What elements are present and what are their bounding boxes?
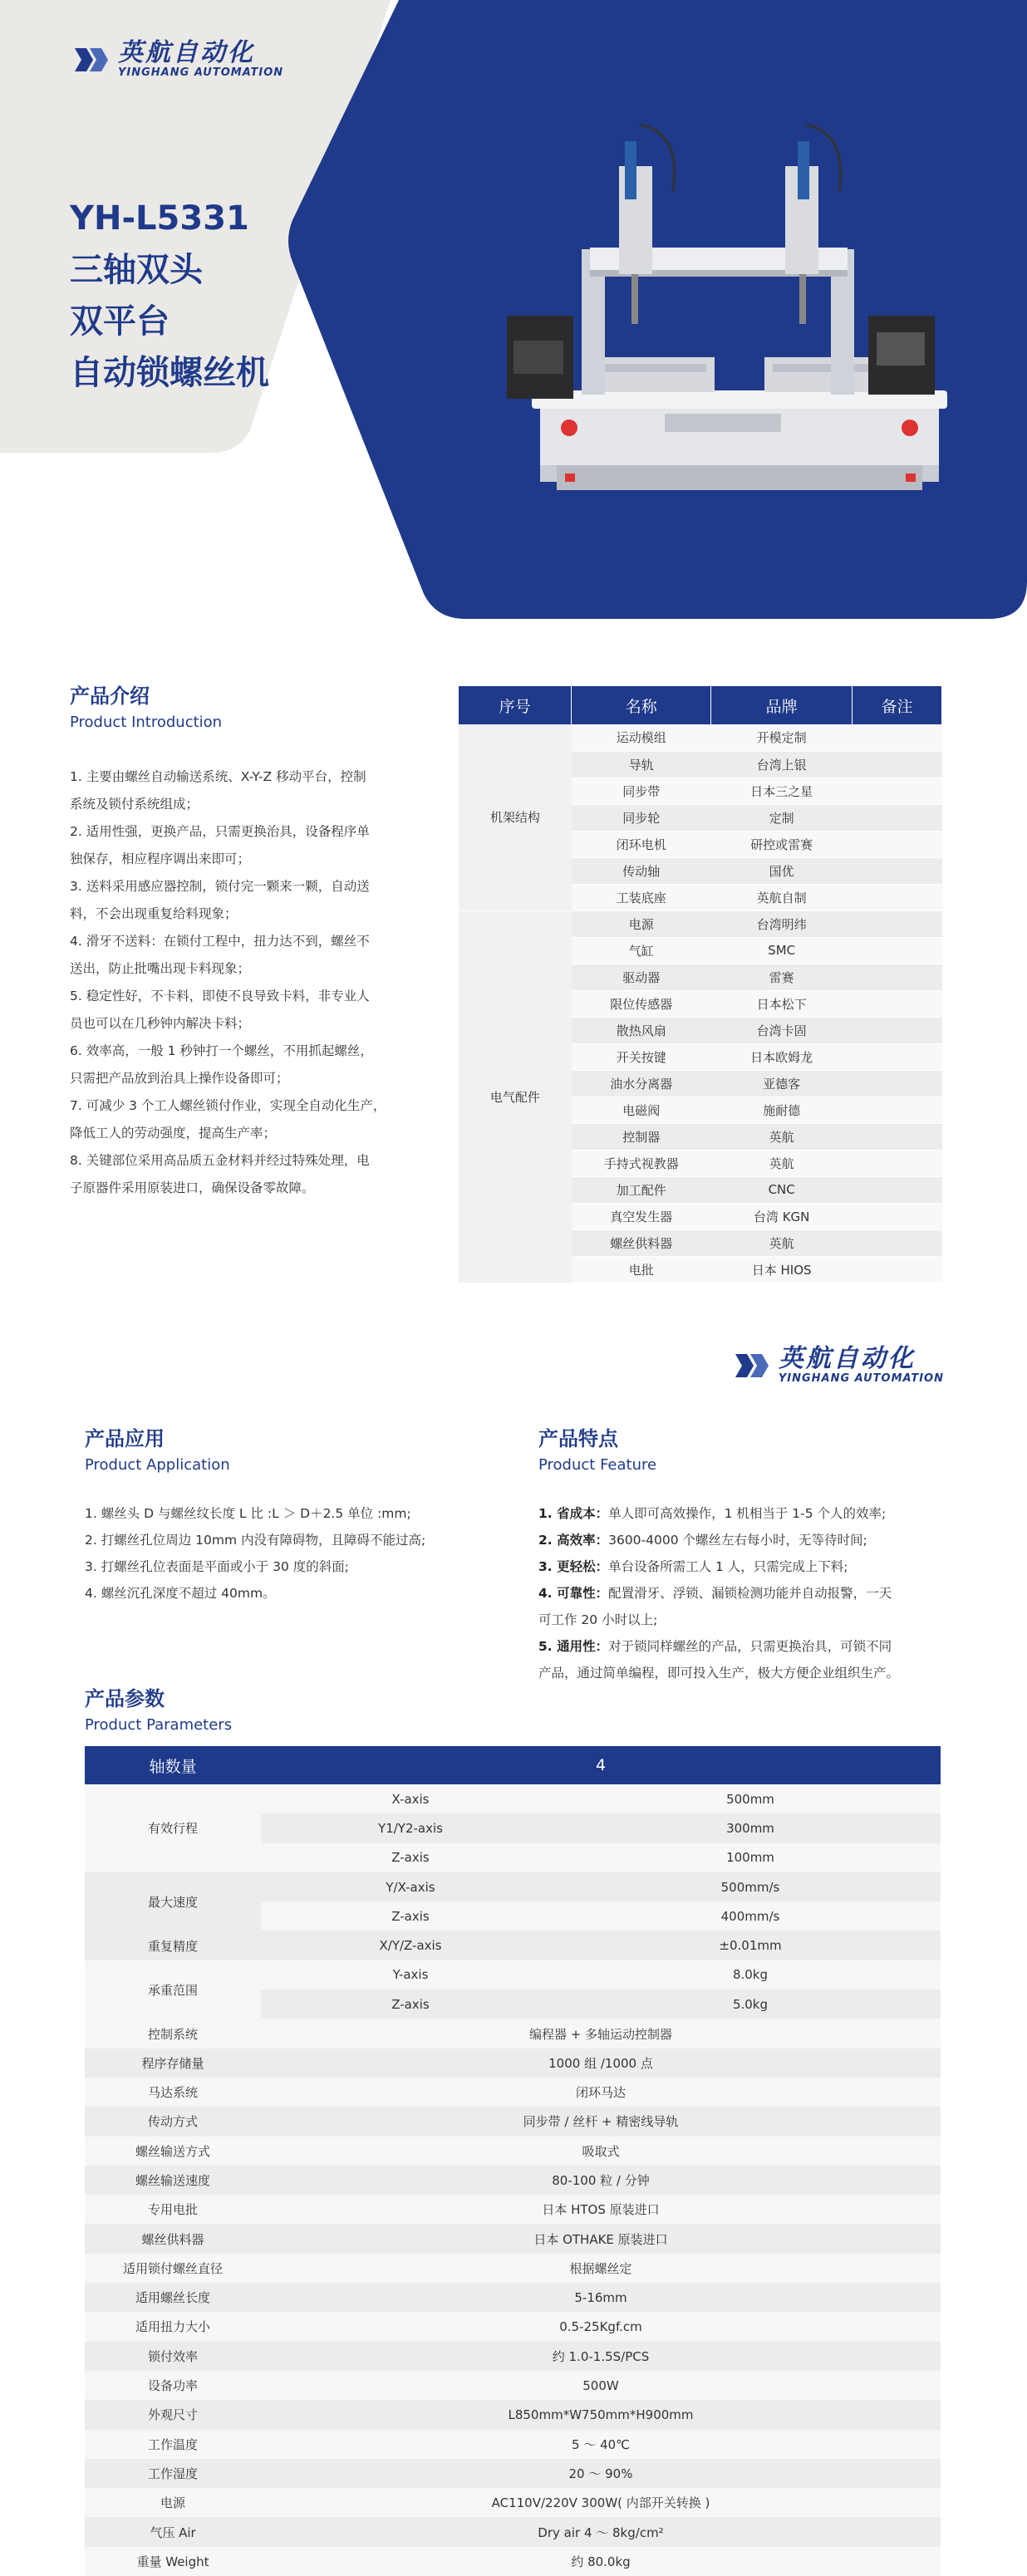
config-item-name: 导轨 — [572, 751, 711, 778]
config-item-brand: 定制 — [711, 804, 853, 831]
params-value: 日本 OTHAKE 原装进口 — [261, 2224, 941, 2253]
config-item-brand: 台湾卡固 — [711, 1017, 853, 1043]
application-title-cn: 产品应用 — [85, 1427, 165, 1450]
config-item-name: 限位传感器 — [572, 990, 711, 1017]
config-item-note — [853, 1070, 942, 1097]
brand-name-cn: 英航自动化 — [778, 1344, 916, 1373]
config-item-brand: 台湾 KGN — [711, 1203, 853, 1229]
config-item-name: 驱动器 — [572, 964, 711, 990]
config-item-name: 散热风扇 — [572, 1017, 711, 1043]
params-value: 5.0kg — [560, 1990, 941, 2019]
intro-title-cn: 产品介绍 — [70, 684, 150, 708]
config-item-name: 工装底座 — [572, 884, 711, 910]
config-item-name: 电批 — [572, 1256, 711, 1283]
params-value: AC110V/220V 300W( 内部开关转换 ) — [261, 2488, 941, 2517]
params-row — [85, 2254, 941, 2283]
params-value: 吸取式 — [261, 2137, 941, 2166]
config-item-note — [853, 1256, 942, 1283]
params-label: 适用扭力大小 — [85, 2312, 261, 2341]
params-value: L850mm*W750mm*H900mm — [261, 2400, 941, 2429]
params-row — [85, 2488, 941, 2517]
config-item-note — [853, 857, 942, 884]
params-label: 工作湿度 — [85, 2459, 261, 2488]
params-row — [85, 1784, 941, 1813]
params-header-value: 4 — [261, 1746, 941, 1784]
intro-line: 独保存，相应程序调出来即可； — [70, 851, 251, 866]
intro-line: 4. 滑牙不送料：在锁付工程中，扭力达不到，螺丝不 — [70, 934, 370, 949]
config-item-name: 运动模组 — [572, 724, 711, 751]
params-row — [85, 2517, 941, 2546]
params-value: Dry air 4 ～ 8kg/cm² — [261, 2517, 941, 2546]
machine-image — [490, 100, 956, 515]
params-row — [85, 2547, 941, 2576]
config-item-note — [853, 937, 942, 964]
config-item-name: 气缸 — [572, 937, 711, 964]
config-item-note — [853, 1150, 942, 1176]
params-label: 工作温度 — [85, 2430, 261, 2459]
params-row — [85, 2078, 941, 2107]
config-item-name: 同步轮 — [572, 804, 711, 831]
config-item-note — [853, 884, 942, 910]
config-header: 品牌 — [711, 686, 853, 724]
feature-item: 4. 可靠性：配置滑牙、浮锁、漏锁检测功能并自动报警，一天 — [538, 1586, 892, 1601]
params-row — [85, 2430, 941, 2459]
config-item-note — [853, 1097, 942, 1123]
application-item: 4. 螺丝沉孔深度不超过 40mm。 — [85, 1586, 276, 1601]
params-label: 传动方式 — [85, 2107, 261, 2136]
intro-line: 1. 主要由螺丝自动输送系统、X-Y-Z 移动平台，控制 — [70, 769, 366, 784]
params-label: 重量 Weight — [85, 2547, 261, 2576]
params-row — [85, 2371, 941, 2400]
feature-section — [538, 1422, 954, 1686]
params-value: 编程器 + 多轴运动控制器 — [261, 2019, 941, 2048]
params-value: 闭环马达 — [261, 2078, 941, 2107]
hero-title-line: 自动锁螺丝机 — [70, 354, 269, 392]
config-item-brand: 国优 — [711, 857, 853, 884]
intro-line: 员也可以在几秒钟内解决卡料； — [70, 1016, 251, 1031]
config-item-brand: 英航自制 — [711, 884, 853, 910]
config-item-brand: 日本三之星 — [711, 778, 853, 804]
application-item: 3. 打螺丝孔位表面是平面或小于 30 度的斜面; — [85, 1559, 350, 1574]
config-item-brand: 日本欧姆龙 — [711, 1043, 853, 1070]
feature-item: 2. 高效率：3600-4000 个螺丝左右每小时，无等待时间; — [538, 1533, 867, 1548]
intro-line: 只需把产品放到治具上操作设备即可； — [70, 1071, 289, 1086]
config-item-name: 螺丝供料器 — [572, 1229, 711, 1256]
params-label: 螺丝供料器 — [85, 2224, 261, 2253]
intro-line: 送出，防止批嘴出现卡料现象； — [70, 961, 251, 976]
hero-title-line: 双平台 — [70, 302, 170, 341]
intro-list — [70, 764, 419, 1201]
params-row — [85, 2195, 941, 2224]
brand-logo — [71, 40, 283, 79]
params-value: 400mm/s — [560, 1901, 941, 1931]
params-row — [85, 1931, 941, 1960]
params-axis: Z-axis — [261, 1843, 560, 1872]
params-axis: Y/X-axis — [261, 1872, 560, 1901]
config-table — [459, 686, 942, 1283]
logo-icon — [71, 43, 110, 76]
config-item-note — [853, 751, 942, 778]
intro-line: 子原器件采用原装进口，确保设备零故障。 — [70, 1180, 315, 1195]
config-item-note — [853, 1203, 942, 1229]
params-label: 适用锁付螺丝直径 — [85, 2254, 261, 2283]
hero-banner — [0, 0, 1027, 640]
params-label: 气压 Air — [85, 2517, 261, 2546]
params-value: 500mm/s — [560, 1872, 941, 1901]
params-label: 承重范围 — [85, 1960, 261, 2019]
params-axis: Z-axis — [261, 1990, 560, 2019]
config-item-brand: 亚德客 — [711, 1070, 853, 1097]
intro-line: 2. 适用性强，更换产品，只需更换治具，设备程序单 — [70, 824, 370, 839]
intro-line: 料，不会出现重复给料现象； — [70, 906, 238, 921]
config-item-note — [853, 1229, 942, 1256]
params-label: 设备功率 — [85, 2371, 261, 2400]
config-item-brand: 英航 — [711, 1150, 853, 1176]
config-item-name: 电源 — [572, 910, 711, 937]
config-item-brand: 台湾明纬 — [711, 910, 853, 937]
feature-item: 3. 更轻松：单台设备所需工人 1 人，只需完成上下料; — [538, 1559, 848, 1574]
config-item-brand: 英航 — [711, 1229, 853, 1256]
params-body — [85, 1784, 941, 2576]
params-value: 20 ～ 90% — [261, 2459, 941, 2488]
params-row — [85, 1960, 941, 1990]
params-value: 500mm — [560, 1784, 941, 1813]
params-axis: X/Y/Z-axis — [261, 1931, 560, 1960]
config-item-note — [853, 1176, 942, 1203]
config-group-label: 电气配件 — [459, 910, 572, 1283]
params-row — [85, 2459, 941, 2488]
config-item-name: 电磁阀 — [572, 1097, 711, 1123]
config-item-note — [853, 778, 942, 804]
params-label: 外观尺寸 — [85, 2400, 261, 2429]
feature-item: 1. 省成本：单人即可高效操作，1 机相当于 1-5 个人的效率; — [538, 1506, 887, 1521]
config-header: 名称 — [572, 686, 711, 724]
hero-title-line: 三轴双头 — [70, 251, 203, 289]
params-label: 最大速度 — [85, 1872, 261, 1931]
config-item-brand: 雷赛 — [711, 964, 853, 990]
params-value: 0.5-25Kgf.cm — [261, 2312, 941, 2341]
params-row — [85, 2107, 941, 2136]
params-row — [85, 2049, 941, 2078]
params-row — [85, 2312, 941, 2341]
config-item-name: 手持式视教器 — [572, 1150, 711, 1176]
params-label: 螺丝输送方式 — [85, 2137, 261, 2166]
params-row — [85, 2283, 941, 2312]
config-row — [459, 910, 942, 937]
params-label: 锁付效率 — [85, 2342, 261, 2371]
params-label: 专用电批 — [85, 2195, 261, 2224]
config-item-note — [853, 724, 942, 751]
params-row — [85, 2224, 941, 2253]
params-axis: Z-axis — [261, 1901, 560, 1931]
params-value: 同步带 / 丝杆 + 精密线导轨 — [261, 2107, 941, 2136]
intro-line: 6. 效率高，一般 1 秒钟打一个螺丝，不用抓起螺丝， — [70, 1043, 373, 1058]
feature-list — [538, 1500, 954, 1686]
config-item-note — [853, 831, 942, 857]
params-label: 适用螺丝长度 — [85, 2283, 261, 2312]
config-item-name: 传动轴 — [572, 857, 711, 884]
params-label: 程序存储量 — [85, 2049, 261, 2078]
config-item-brand: 英航 — [711, 1123, 853, 1150]
params-value: 1000 组 /1000 点 — [261, 2049, 941, 2078]
intro-line: 系统及锁付系统组成； — [70, 797, 199, 812]
brand-name-en: YINGHANG AUTOMATION — [778, 1372, 944, 1385]
params-axis: Y1/Y2-axis — [261, 1813, 560, 1842]
config-item-name: 开关按键 — [572, 1043, 711, 1070]
config-item-name: 加工配件 — [572, 1176, 711, 1203]
params-row — [85, 1872, 941, 1901]
brand-name-en: YINGHANG AUTOMATION — [118, 66, 284, 79]
config-item-brand: CNC — [711, 1176, 853, 1203]
config-header: 序号 — [459, 686, 572, 724]
params-label: 重复精度 — [85, 1931, 261, 1960]
config-group-label: 机架结构 — [459, 724, 572, 910]
config-item-brand: 开模定制 — [711, 724, 853, 751]
config-item-note — [853, 990, 942, 1017]
config-row — [459, 724, 942, 751]
params-label: 马达系统 — [85, 2078, 261, 2107]
config-item-name: 同步带 — [572, 778, 711, 804]
params-value: 8.0kg — [560, 1960, 941, 1990]
params-label: 有效行程 — [85, 1784, 261, 1872]
config-item-brand: 台湾上银 — [711, 751, 853, 778]
intro-section — [70, 680, 419, 1203]
intro-line: 7. 可减少 3 个工人螺丝锁付作业，实现全自动化生产， — [70, 1098, 386, 1113]
params-row — [85, 2166, 941, 2195]
intro-line: 5. 稳定性好，不卡料，即使不良导致卡料，非专业人 — [70, 989, 370, 1003]
intro-line: 8. 关键部位采用高品质五金材料并经过特殊处理，电 — [70, 1153, 370, 1168]
brand-name-cn: 英航自动化 — [118, 38, 255, 67]
config-item-note — [853, 1017, 942, 1043]
intro-line: 降低工人的劳动强度，提高生产率； — [70, 1126, 277, 1141]
logo-icon — [732, 1349, 770, 1382]
params-value: 100mm — [560, 1843, 941, 1872]
config-header: 备注 — [853, 686, 942, 724]
config-item-note — [853, 1043, 942, 1070]
brand-logo-secondary — [732, 1346, 944, 1385]
config-item-note — [853, 804, 942, 831]
params-section — [85, 1682, 232, 1734]
params-axis: X-axis — [261, 1784, 560, 1813]
feature-title-en: Product Feature — [538, 1456, 657, 1474]
params-value: 约 80.0kg — [261, 2547, 941, 2576]
params-value: 500W — [261, 2371, 941, 2400]
params-row — [85, 2342, 941, 2371]
params-value: 5 ～ 40℃ — [261, 2430, 941, 2459]
params-label: 电源 — [85, 2488, 261, 2517]
params-title-cn: 产品参数 — [85, 1687, 165, 1710]
application-list — [85, 1500, 517, 1607]
config-item-brand: 日本 HIOS — [711, 1256, 853, 1283]
params-table — [85, 1746, 941, 2576]
params-title-en: Product Parameters — [85, 1716, 233, 1734]
config-body — [459, 724, 942, 1283]
config-item-brand: 施耐德 — [711, 1097, 853, 1123]
params-label: 控制系统 — [85, 2019, 261, 2048]
config-item-name: 控制器 — [572, 1123, 711, 1150]
feature-title-cn: 产品特点 — [538, 1427, 618, 1450]
config-item-note — [853, 910, 942, 937]
feature-item: 产品，通过简单编程，即可投入生产，极大方便企业组织生产。 — [538, 1666, 900, 1681]
params-row — [85, 2137, 941, 2166]
config-item-name: 油水分离器 — [572, 1070, 711, 1097]
feature-item: 5. 通用性：对于锁同样螺丝的产品，只需更换治具，可锁不同 — [538, 1639, 892, 1654]
params-label: 螺丝输送速度 — [85, 2166, 261, 2195]
intro-title-en: Product Introduction — [70, 714, 223, 731]
params-header-label: 轴数量 — [85, 1746, 261, 1784]
config-item-note — [853, 964, 942, 990]
params-value: 根据螺丝定 — [261, 2254, 941, 2283]
params-value: 300mm — [560, 1813, 941, 1842]
params-value: 约 1.0-1.5S/PCS — [261, 2342, 941, 2371]
hero-title-line: YH-L5331 — [70, 199, 249, 238]
application-title-en: Product Application — [85, 1456, 230, 1474]
params-value: 日本 HTOS 原装进口 — [261, 2195, 941, 2224]
config-item-name: 真空发生器 — [572, 1203, 711, 1229]
params-value: 5-16mm — [261, 2283, 941, 2312]
application-item: 2. 打螺丝孔位周边 10mm 内没有障碍物，且障碍不能过高; — [85, 1533, 426, 1548]
config-item-brand: SMC — [711, 937, 853, 964]
params-value: ±0.01mm — [560, 1931, 941, 1960]
intro-line: 3. 送料采用感应器控制，锁付完一颗来一颗，自动送 — [70, 879, 370, 894]
application-section — [85, 1422, 517, 1607]
params-row — [85, 2019, 941, 2048]
params-value: 80-100 粒 / 分钟 — [261, 2166, 941, 2195]
params-axis: Y-axis — [261, 1960, 560, 1990]
config-item-brand: 研控或雷赛 — [711, 831, 853, 857]
config-item-brand: 日本松下 — [711, 990, 853, 1017]
config-item-name: 闭环电机 — [572, 831, 711, 857]
config-item-note — [853, 1123, 942, 1150]
application-item: 1. 螺丝头 D 与螺丝纹长度 L 比 :L ＞ D＋2.5 单位 :mm; — [85, 1506, 411, 1521]
feature-item: 可工作 20 小时以上; — [538, 1612, 658, 1627]
params-row — [85, 2400, 941, 2429]
hero-title — [70, 193, 269, 399]
